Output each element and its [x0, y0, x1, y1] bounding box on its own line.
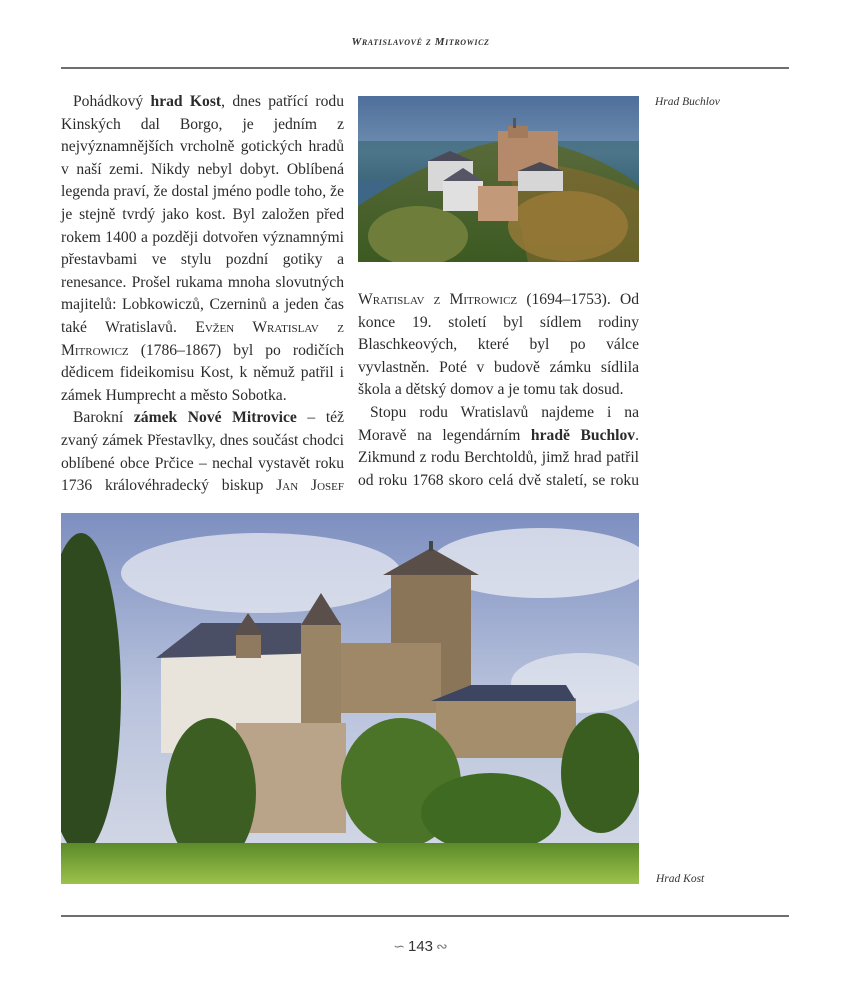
- text-run: Stopu rodu Wratislavů najdeme i na Moravě na legendárním: [358, 403, 639, 444]
- text-run: Barokní: [73, 409, 134, 427]
- text-run: – též zvaný zámek Přestavlky, dnes součást chodci oblíbené obce Prčice – nechal vystavět roku 1736 královéhradecký biskup: [61, 409, 344, 495]
- paragraph-hrad-kost: [61, 91, 344, 407]
- photo-hrad-buchlov: [358, 96, 639, 262]
- header-rule: [61, 67, 789, 69]
- footer-rule: [61, 915, 789, 917]
- text-run: (1786–1867) byl po rodičích dědicem fideikomisu Kost, k němuž patřil i zámek Humprecht a město Sobotka.: [61, 341, 344, 404]
- paragraph-hrad-buchlov: [358, 402, 639, 492]
- caption-hrad-kost: Hrad Kost: [656, 873, 705, 885]
- buchlov-castle-image: [358, 96, 639, 262]
- text-run: (1694–1753). Od konce 19. století byl sídlem rodiny Blaschkeových, které byl po válce vyvlastněn. Poté v budově zámku sídlila škola a dětský domov a je tomu tak dosud.: [358, 291, 639, 399]
- paragraph-wratislav-continued: [358, 289, 639, 402]
- bold-term-hrad-buchlov: hradě Buchlov: [530, 426, 636, 444]
- page-number: 143: [407, 938, 434, 955]
- caption-hrad-buchlov: Hrad Buchlov: [655, 96, 720, 108]
- bold-term-nove-mitrovice: zámek Nové Mitrovice: [133, 409, 297, 427]
- page-footer: [0, 938, 841, 955]
- kost-castle-image: [61, 513, 639, 884]
- running-head: Wratislavové z Mitrowicz: [351, 36, 490, 48]
- right-text-column: [358, 289, 639, 492]
- bold-term-hrad-kost: hrad Kost: [150, 93, 222, 110]
- paragraph-nove-mitrovice: [61, 407, 344, 497]
- ornament-right-icon: ∾: [436, 938, 448, 954]
- text-run: . Zikmund z rodu Berchtoldů, jimž hrad patřil od roku 1768 skoro celá dvě staletí, se roku: [358, 426, 639, 489]
- ornament-left-icon: ∽: [393, 938, 405, 954]
- person-name-jan-josef: Jan Josef: [276, 477, 345, 495]
- person-name-wratislav: Wratislav z Mitrowicz: [358, 291, 518, 308]
- text-run: Pohádkový: [73, 93, 151, 110]
- left-text-column: [61, 91, 344, 498]
- photo-hrad-kost: [61, 513, 639, 884]
- text-run: , dnes patřící rodu Kinských dal Borgo, je jedním z nejvýznamnějších vrcholně gotických hradů v naší zemi. Nikdy nebyl dobyt. Oblíbená legenda praví, že dostal jméno podle toho, že je stejně tvrdý jako kost. Byl založen před rokem 1400 a později dotvořen významnými přestavbami ve stylu pozdní gotiky a renesance. Prošel rukama mnoha slovutných majitelů: Lobkowiczů, Czerninů a jeden čas také Wratislavů.: [61, 93, 345, 336]
- person-name-evzen: Evžen Wratislav z Mitrowicz: [61, 318, 344, 359]
